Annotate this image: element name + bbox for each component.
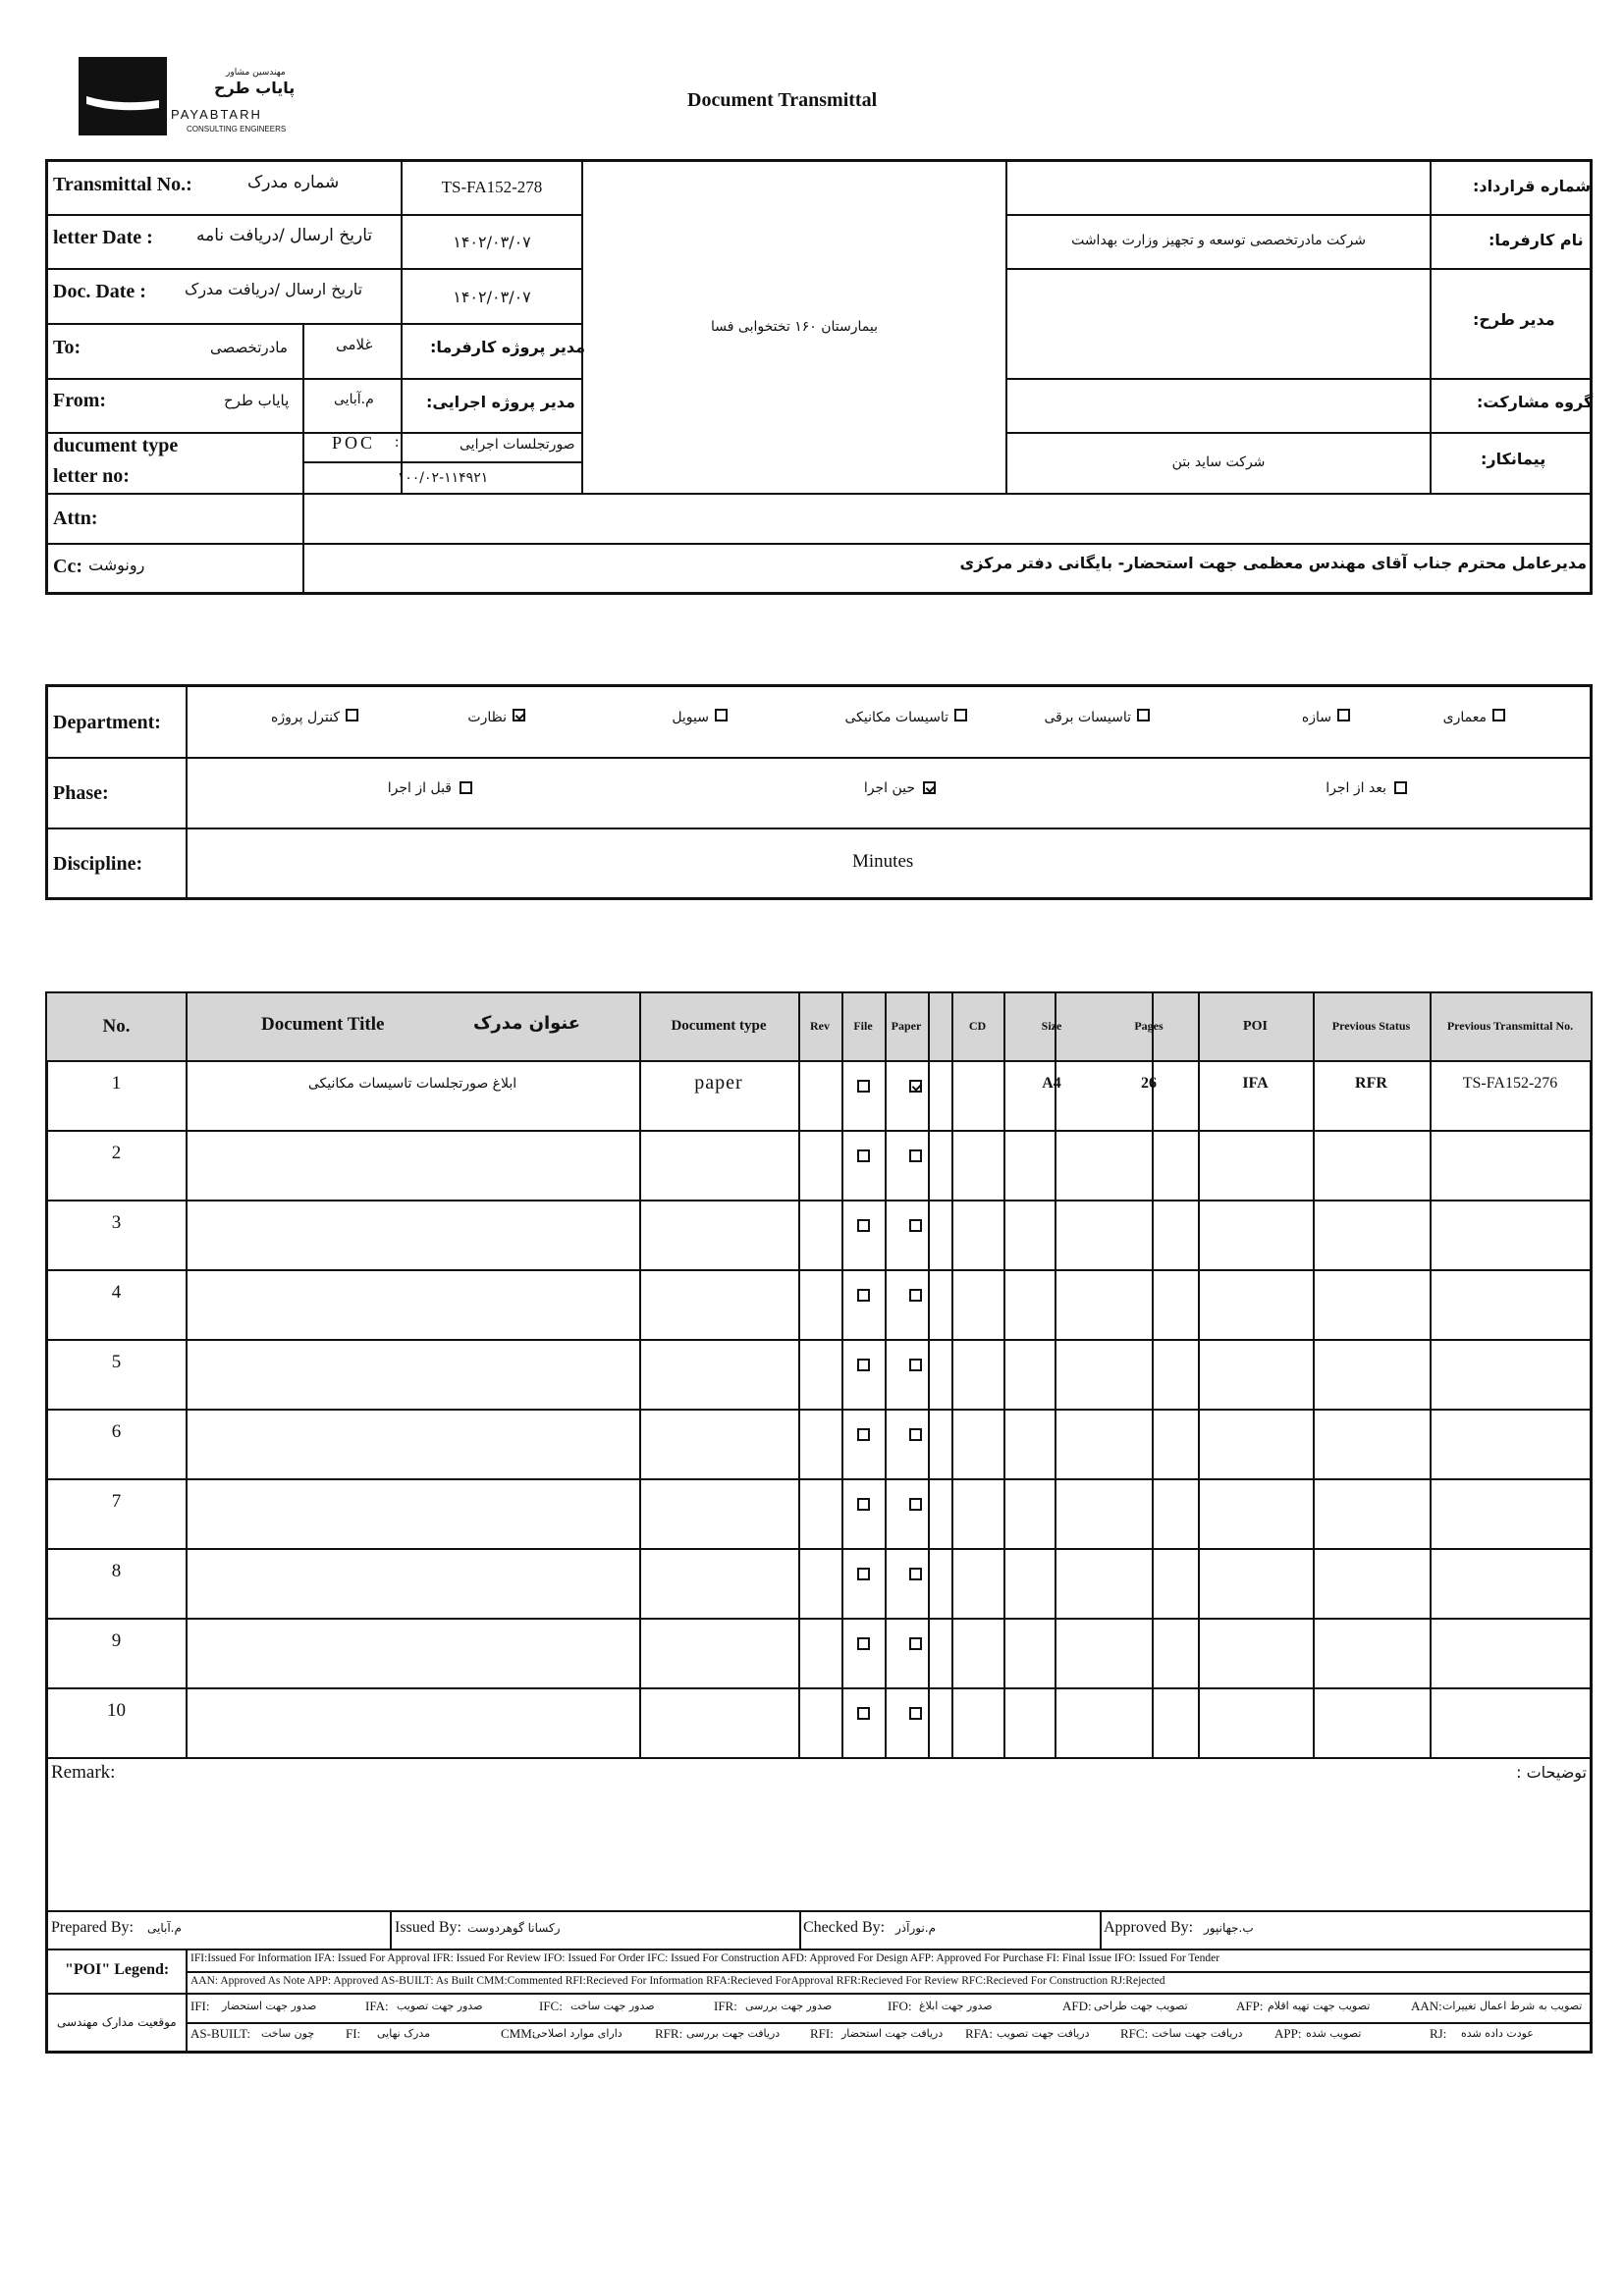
cell-pages [1100, 1130, 1198, 1176]
cell-prev-status [1313, 1618, 1430, 1664]
approved-label: Approved By: [1104, 1919, 1194, 1936]
letter-date-label-fa: تاریخ ارسال /دریافت نامه [196, 226, 373, 245]
cell-prev-transmittal [1430, 1478, 1591, 1524]
department-option-label: کنترل پروژه [271, 710, 340, 725]
cell-prev-transmittal [1430, 1339, 1591, 1385]
status-desc: تصویب جهت طراحی [1094, 2000, 1188, 2012]
transmittal-label: Transmittal No.: [53, 174, 192, 195]
cell-cd [951, 1548, 1003, 1594]
cell-rev [798, 1339, 841, 1385]
cell-pages [1100, 1200, 1198, 1246]
cell-rev [798, 1548, 841, 1594]
department-label: Department: [53, 712, 161, 733]
file-checkbox[interactable] [857, 1219, 870, 1232]
table-header-doc-type: Document type [671, 1018, 767, 1035]
paper-checkbox[interactable] [909, 1707, 922, 1720]
poi-legend-line2: AAN: Approved As Note APP: Approved AS-BUILT: As Built CMM:Commented RFI:Recieved For Information RFA:Recieved ForApproval RFR:Recieved For Review RFC:Recieved For Construction RJ:Rejected [190, 1975, 1165, 1987]
attn-label: Attn: [53, 507, 98, 529]
status-code: AS-BUILT: [190, 2026, 250, 2041]
cell-prev-status [1313, 1130, 1430, 1176]
status-code: RFR: [655, 2026, 683, 2041]
issued-label: Issued By: [395, 1919, 461, 1936]
cc-label: Cc: [53, 556, 82, 577]
cell-size [1003, 1130, 1100, 1176]
cell-prev-status [1313, 1409, 1430, 1455]
from-person: م.آبایی [334, 392, 374, 407]
cell-rev [798, 1130, 841, 1176]
partner-label: گروه مشارکت: [1477, 393, 1594, 411]
cell-doc-type [639, 1269, 798, 1315]
contract-label: شماره قرارداد: [1473, 177, 1592, 195]
client-pm-label: مدیر پروژه کارفرما: [430, 338, 586, 356]
cell-poi: IFA [1242, 1074, 1269, 1092]
phase-option-label: حین اجرا [863, 780, 915, 796]
cell-size [1003, 1339, 1100, 1385]
partner-value [1007, 380, 1430, 432]
department-option-label: تاسیسات برقی [1044, 710, 1131, 725]
cell-poi [1198, 1269, 1313, 1315]
status-code: IFI: [190, 1999, 210, 2013]
cell-prev-transmittal [1430, 1269, 1591, 1315]
cell-cd [951, 1269, 1003, 1315]
cell-rev [798, 1409, 841, 1455]
prepared-label: Prepared By: [51, 1919, 134, 1936]
designer-value [1007, 270, 1430, 378]
logo-en-name: PAYABTARH [171, 107, 262, 122]
cell-poi [1198, 1687, 1313, 1734]
status-code: RJ: [1430, 2026, 1447, 2041]
status-desc: دریافت جهت بررسی [686, 2027, 781, 2040]
letter-no-label: letter no: [53, 465, 130, 487]
status-desc: صدور جهت ساخت [570, 2000, 655, 2012]
status-code: RFI: [810, 2026, 834, 2041]
cell-title [186, 1478, 639, 1524]
cell-title [186, 1269, 639, 1315]
cell-title [186, 1339, 639, 1385]
transmittal-label-fa: شماره مدرک [247, 173, 340, 192]
status-desc: تصویب به شرط اعمال تغییرات [1442, 2000, 1583, 2012]
prepared-value: م.آبایی [147, 1921, 182, 1935]
cell-pages [1100, 1478, 1198, 1524]
cell-title [186, 1548, 639, 1594]
checked-label: Checked By: [803, 1919, 886, 1936]
to-org: مادرتخصصی [210, 339, 288, 356]
cell-no: 3 [111, 1211, 122, 1233]
approved-value: ب.جهانپور [1204, 1921, 1254, 1935]
cell-poi [1198, 1130, 1313, 1176]
cell-prev-status: RFR [1355, 1074, 1387, 1092]
cell-no: 4 [111, 1281, 122, 1303]
department-option-label: سازه [1301, 710, 1331, 725]
status-code: FI: [346, 2026, 361, 2041]
department-checkbox[interactable] [346, 709, 358, 721]
department-option-label: نظارت [467, 710, 507, 725]
from-org: پایاب طرح [224, 392, 290, 409]
phase-option-label: قبل از اجرا [387, 780, 452, 796]
status-desc: مدرک نهایی [377, 2027, 431, 2040]
status-code: AFD: [1062, 1999, 1092, 2013]
cell-pages [1100, 1548, 1198, 1594]
cell-pages [1100, 1269, 1198, 1315]
department-option-label: سیویل [672, 710, 709, 725]
table-header-prev-status: Previous Status [1331, 1019, 1411, 1034]
cell-size [1003, 1618, 1100, 1664]
status-code: IFC: [539, 1999, 563, 2013]
cell-cd [951, 1200, 1003, 1246]
to-person: غلامی [336, 336, 373, 353]
status-code: IFA: [365, 1999, 389, 2013]
doc-date-label-fa: تاریخ ارسال /دریافت مدرک [185, 280, 363, 298]
cell-no: 2 [111, 1142, 122, 1163]
remark-label: Remark: [51, 1762, 116, 1783]
cell-prev-status [1313, 1269, 1430, 1315]
table-header-title-fa: عنوان مدرک [473, 1013, 581, 1034]
file-checkbox[interactable] [857, 1428, 870, 1441]
letter-date-label: letter Date : [53, 227, 153, 248]
cell-doc-type [639, 1130, 798, 1176]
cell-prev-status [1313, 1548, 1430, 1594]
doc-date-label: Doc. Date : [53, 281, 146, 302]
paper-checkbox[interactable] [909, 1149, 922, 1162]
contract-value [1007, 161, 1430, 214]
file-checkbox[interactable] [857, 1080, 870, 1093]
table-header-paper: Paper [891, 1019, 922, 1034]
table-header-file: File [853, 1019, 873, 1034]
status-desc: دارای موارد اصلاحی [532, 2027, 623, 2040]
cell-no: 5 [111, 1351, 122, 1372]
department-checkbox[interactable] [715, 709, 728, 721]
cell-cd [951, 1130, 1003, 1176]
cell-rev [798, 1269, 841, 1315]
to-label: To: [53, 337, 81, 358]
department-checkbox[interactable] [1137, 709, 1150, 721]
cell-prev-transmittal [1430, 1409, 1591, 1455]
status-code: RFA: [965, 2026, 993, 2041]
cell-size [1003, 1409, 1100, 1455]
cell-title [186, 1618, 639, 1664]
logo-en-sub: CONSULTING ENGINEERS [187, 125, 287, 133]
exec-pm-label: مدیر پروژه اجرایی: [426, 393, 575, 411]
status-code: AAN: [1411, 1999, 1442, 2013]
cell-no: 10 [107, 1699, 126, 1721]
cell-doc-type [639, 1478, 798, 1524]
phase-option-label: بعد از اجرا [1326, 780, 1386, 796]
cell-rev [798, 1200, 841, 1246]
cell-pages: 26 [1141, 1074, 1157, 1092]
status-legend-line2 [190, 2027, 1585, 2047]
cell-size [1003, 1200, 1100, 1246]
cell-doc-type [639, 1687, 798, 1734]
department-checkbox[interactable] [1492, 709, 1505, 721]
table-header-poi: POI [1243, 1018, 1268, 1034]
cell-cd [951, 1478, 1003, 1524]
cell-size [1003, 1687, 1100, 1734]
discipline-value: Minutes [852, 851, 914, 872]
project-name: بیمارستان ۱۶۰ تختخوابی فسا [711, 319, 878, 335]
table-header-cd: CD [968, 1019, 987, 1034]
employer-value: شرکت مادرتخصصی توسعه و تجهیز وزارت بهداشت [1071, 233, 1366, 248]
table-header-title-en: Document Title [261, 1014, 385, 1035]
doc-type-colon: : [395, 434, 400, 451]
status-desc: دریافت جهت استحضار [841, 2027, 944, 2040]
cell-title [186, 1687, 639, 1734]
table-header-no: No. [102, 1015, 131, 1037]
cell-cd [951, 1618, 1003, 1664]
cell-title [186, 1130, 639, 1176]
cell-doc-type [639, 1618, 798, 1664]
cell-prev-transmittal [1430, 1130, 1591, 1176]
cell-prev-transmittal: TS-FA152-276 [1462, 1074, 1558, 1092]
file-checkbox[interactable] [857, 1707, 870, 1720]
logo-fa-sub: مهندسین مشاور [226, 68, 286, 78]
cell-cd [951, 1339, 1003, 1385]
cell-cd [951, 1687, 1003, 1734]
from-label: From: [53, 390, 107, 411]
status-desc: صدور جهت تصویب [397, 2000, 483, 2012]
phase-checkbox[interactable] [1394, 781, 1407, 794]
cell-doc-type [639, 1200, 798, 1246]
cell-prev-transmittal [1430, 1687, 1591, 1734]
paper-checkbox[interactable] [909, 1428, 922, 1441]
paper-checkbox[interactable] [909, 1568, 922, 1580]
cell-prev-transmittal [1430, 1548, 1591, 1594]
phase-checkbox[interactable] [923, 781, 936, 794]
cell-no: 7 [111, 1490, 122, 1512]
status-legend-label: موقعیت مدارک مهندسی [57, 2015, 177, 2029]
status-desc: صدور جهت استحضار [222, 2000, 317, 2012]
file-checkbox[interactable] [857, 1289, 870, 1302]
file-checkbox[interactable] [857, 1498, 870, 1511]
cell-no: 6 [111, 1420, 122, 1442]
doc-type-code: POC [332, 433, 376, 453]
cell-prev-status [1313, 1687, 1430, 1734]
cell-size: A4 [1042, 1074, 1061, 1092]
table-header-pages: Pages [1134, 1019, 1164, 1034]
poi-legend-line1: IFI:Issued For Information IFA: Issued For Approval IFR: Issued For Review IFO: Issued For Order IFC: Issued For Construction AFD: Approved For Design AFP: Approved For Purchase FI: Final Issue IFO: Issued For Tender [190, 1952, 1220, 1964]
cell-poi [1198, 1200, 1313, 1246]
file-checkbox[interactable] [857, 1568, 870, 1580]
status-code: CMM: [501, 2026, 536, 2041]
status-desc: تصویب شده [1306, 2027, 1362, 2040]
status-desc: تصویب جهت تهیه اقلام [1268, 2000, 1371, 2012]
cell-no: 1 [111, 1072, 122, 1094]
cell-poi [1198, 1478, 1313, 1524]
cell-prev-status [1313, 1200, 1430, 1246]
status-code: AFP: [1236, 1999, 1264, 2013]
paper-checkbox[interactable] [909, 1219, 922, 1232]
paper-checkbox[interactable] [909, 1498, 922, 1511]
department-checkbox[interactable] [954, 709, 967, 721]
doc-type-label: ducument type [53, 435, 179, 456]
cell-rev [798, 1060, 841, 1106]
letter-date-value: ۱۴۰۲/۰۳/۰۷ [453, 233, 531, 251]
status-legend-line1 [190, 2000, 1585, 2019]
cell-size [1003, 1478, 1100, 1524]
status-code: APP: [1274, 2026, 1302, 2041]
cell-doc-type [639, 1339, 798, 1385]
cell-prev-status [1313, 1339, 1430, 1385]
doc-type-fa: صورتجلسات اجرایی [460, 437, 575, 453]
cc-value: مدیرعامل محترم جناب آقای مهندس معظمی جهت استحضار- بایگانی دفتر مرکزی [959, 554, 1587, 572]
cell-doc-type [639, 1409, 798, 1455]
status-code: RFC: [1120, 2026, 1149, 2041]
company-logo [79, 57, 304, 145]
cell-title [186, 1409, 639, 1455]
cell-pages [1100, 1687, 1198, 1734]
poi-legend-label: "POI" Legend: [65, 1961, 170, 1978]
cell-poi [1198, 1409, 1313, 1455]
department-checkbox[interactable] [1337, 709, 1350, 721]
cell-rev [798, 1478, 841, 1524]
contractor-label: پیمانکار: [1481, 450, 1546, 468]
department-option-label: معماری [1442, 710, 1487, 725]
cell-pages [1100, 1409, 1198, 1455]
cell-pages [1100, 1618, 1198, 1664]
status-desc: دریافت جهت ساخت [1152, 2027, 1243, 2040]
cell-pages [1100, 1339, 1198, 1385]
cell-cd [951, 1060, 1003, 1106]
cc-label-fa: رونوشت [88, 556, 145, 574]
letter-no-value: ۱۰۰/۰۲-۱۱۴۹۲۱ [397, 470, 489, 486]
status-desc: عودت داده شده [1461, 2027, 1534, 2040]
discipline-label: Discipline: [53, 853, 143, 875]
cell-title [186, 1200, 639, 1246]
file-checkbox[interactable] [857, 1359, 870, 1371]
cell-poi [1198, 1618, 1313, 1664]
cell-title: ابلاغ صورتجلسات تاسیسات مکانیکی [307, 1075, 517, 1092]
cell-poi [1198, 1339, 1313, 1385]
checked-value: م.نورآذر [895, 1921, 937, 1935]
file-checkbox[interactable] [857, 1149, 870, 1162]
table-header-rev: Rev [810, 1019, 830, 1034]
cell-poi [1198, 1548, 1313, 1594]
cell-no: 9 [111, 1629, 122, 1651]
status-desc: چون ساخت [261, 2027, 315, 2040]
cell-prev-transmittal [1430, 1200, 1591, 1246]
remark-label-fa: توضیحات : [1516, 1763, 1587, 1782]
cell-rev [798, 1618, 841, 1664]
phase-label: Phase: [53, 782, 109, 804]
department-option-label: تاسیسات مکانیکی [844, 710, 948, 725]
designer-label: مدیر طرح: [1473, 310, 1555, 329]
doc-date-value: ۱۴۰۲/۰۳/۰۷ [453, 287, 531, 306]
table-header-size: Size [1041, 1019, 1062, 1034]
paper-checkbox[interactable] [909, 1080, 922, 1093]
cell-size [1003, 1548, 1100, 1594]
cell-prev-status [1313, 1478, 1430, 1524]
phase-checkbox[interactable] [460, 781, 472, 794]
table-row-line [46, 1757, 1592, 1759]
cell-prev-transmittal [1430, 1618, 1591, 1664]
status-code: IFO: [888, 1999, 912, 2013]
status-code: IFR: [714, 1999, 737, 2013]
transmittal-value: TS-FA152-278 [441, 178, 543, 196]
logo-fa-name: پایاب طرح [214, 79, 296, 97]
cell-size [1003, 1269, 1100, 1315]
table-header-prev-transmittal: Previous Transmittal No. [1446, 1019, 1574, 1034]
cell-doc-type [639, 1548, 798, 1594]
cell-cd [951, 1409, 1003, 1455]
issued-value: رکسانا گوهردوست [467, 1921, 561, 1935]
contractor-value: شرکت ساید بتن [1171, 454, 1266, 470]
paper-checkbox[interactable] [909, 1289, 922, 1302]
status-desc: صدور جهت بررسی [745, 2000, 833, 2012]
logo-mark-icon [79, 57, 173, 137]
cell-no: 8 [111, 1560, 122, 1581]
cell-rev [798, 1687, 841, 1734]
department-checkbox[interactable] [513, 709, 525, 721]
status-desc: صدور جهت ابلاغ [919, 2000, 993, 2012]
paper-checkbox[interactable] [909, 1637, 922, 1650]
cell-doc-type: paper [694, 1072, 743, 1094]
employer-label: نام کارفرما: [1489, 231, 1584, 249]
paper-checkbox[interactable] [909, 1359, 922, 1371]
page-title: Document Transmittal [687, 89, 878, 111]
status-desc: دریافت جهت تصویب [997, 2027, 1090, 2040]
file-checkbox[interactable] [857, 1637, 870, 1650]
